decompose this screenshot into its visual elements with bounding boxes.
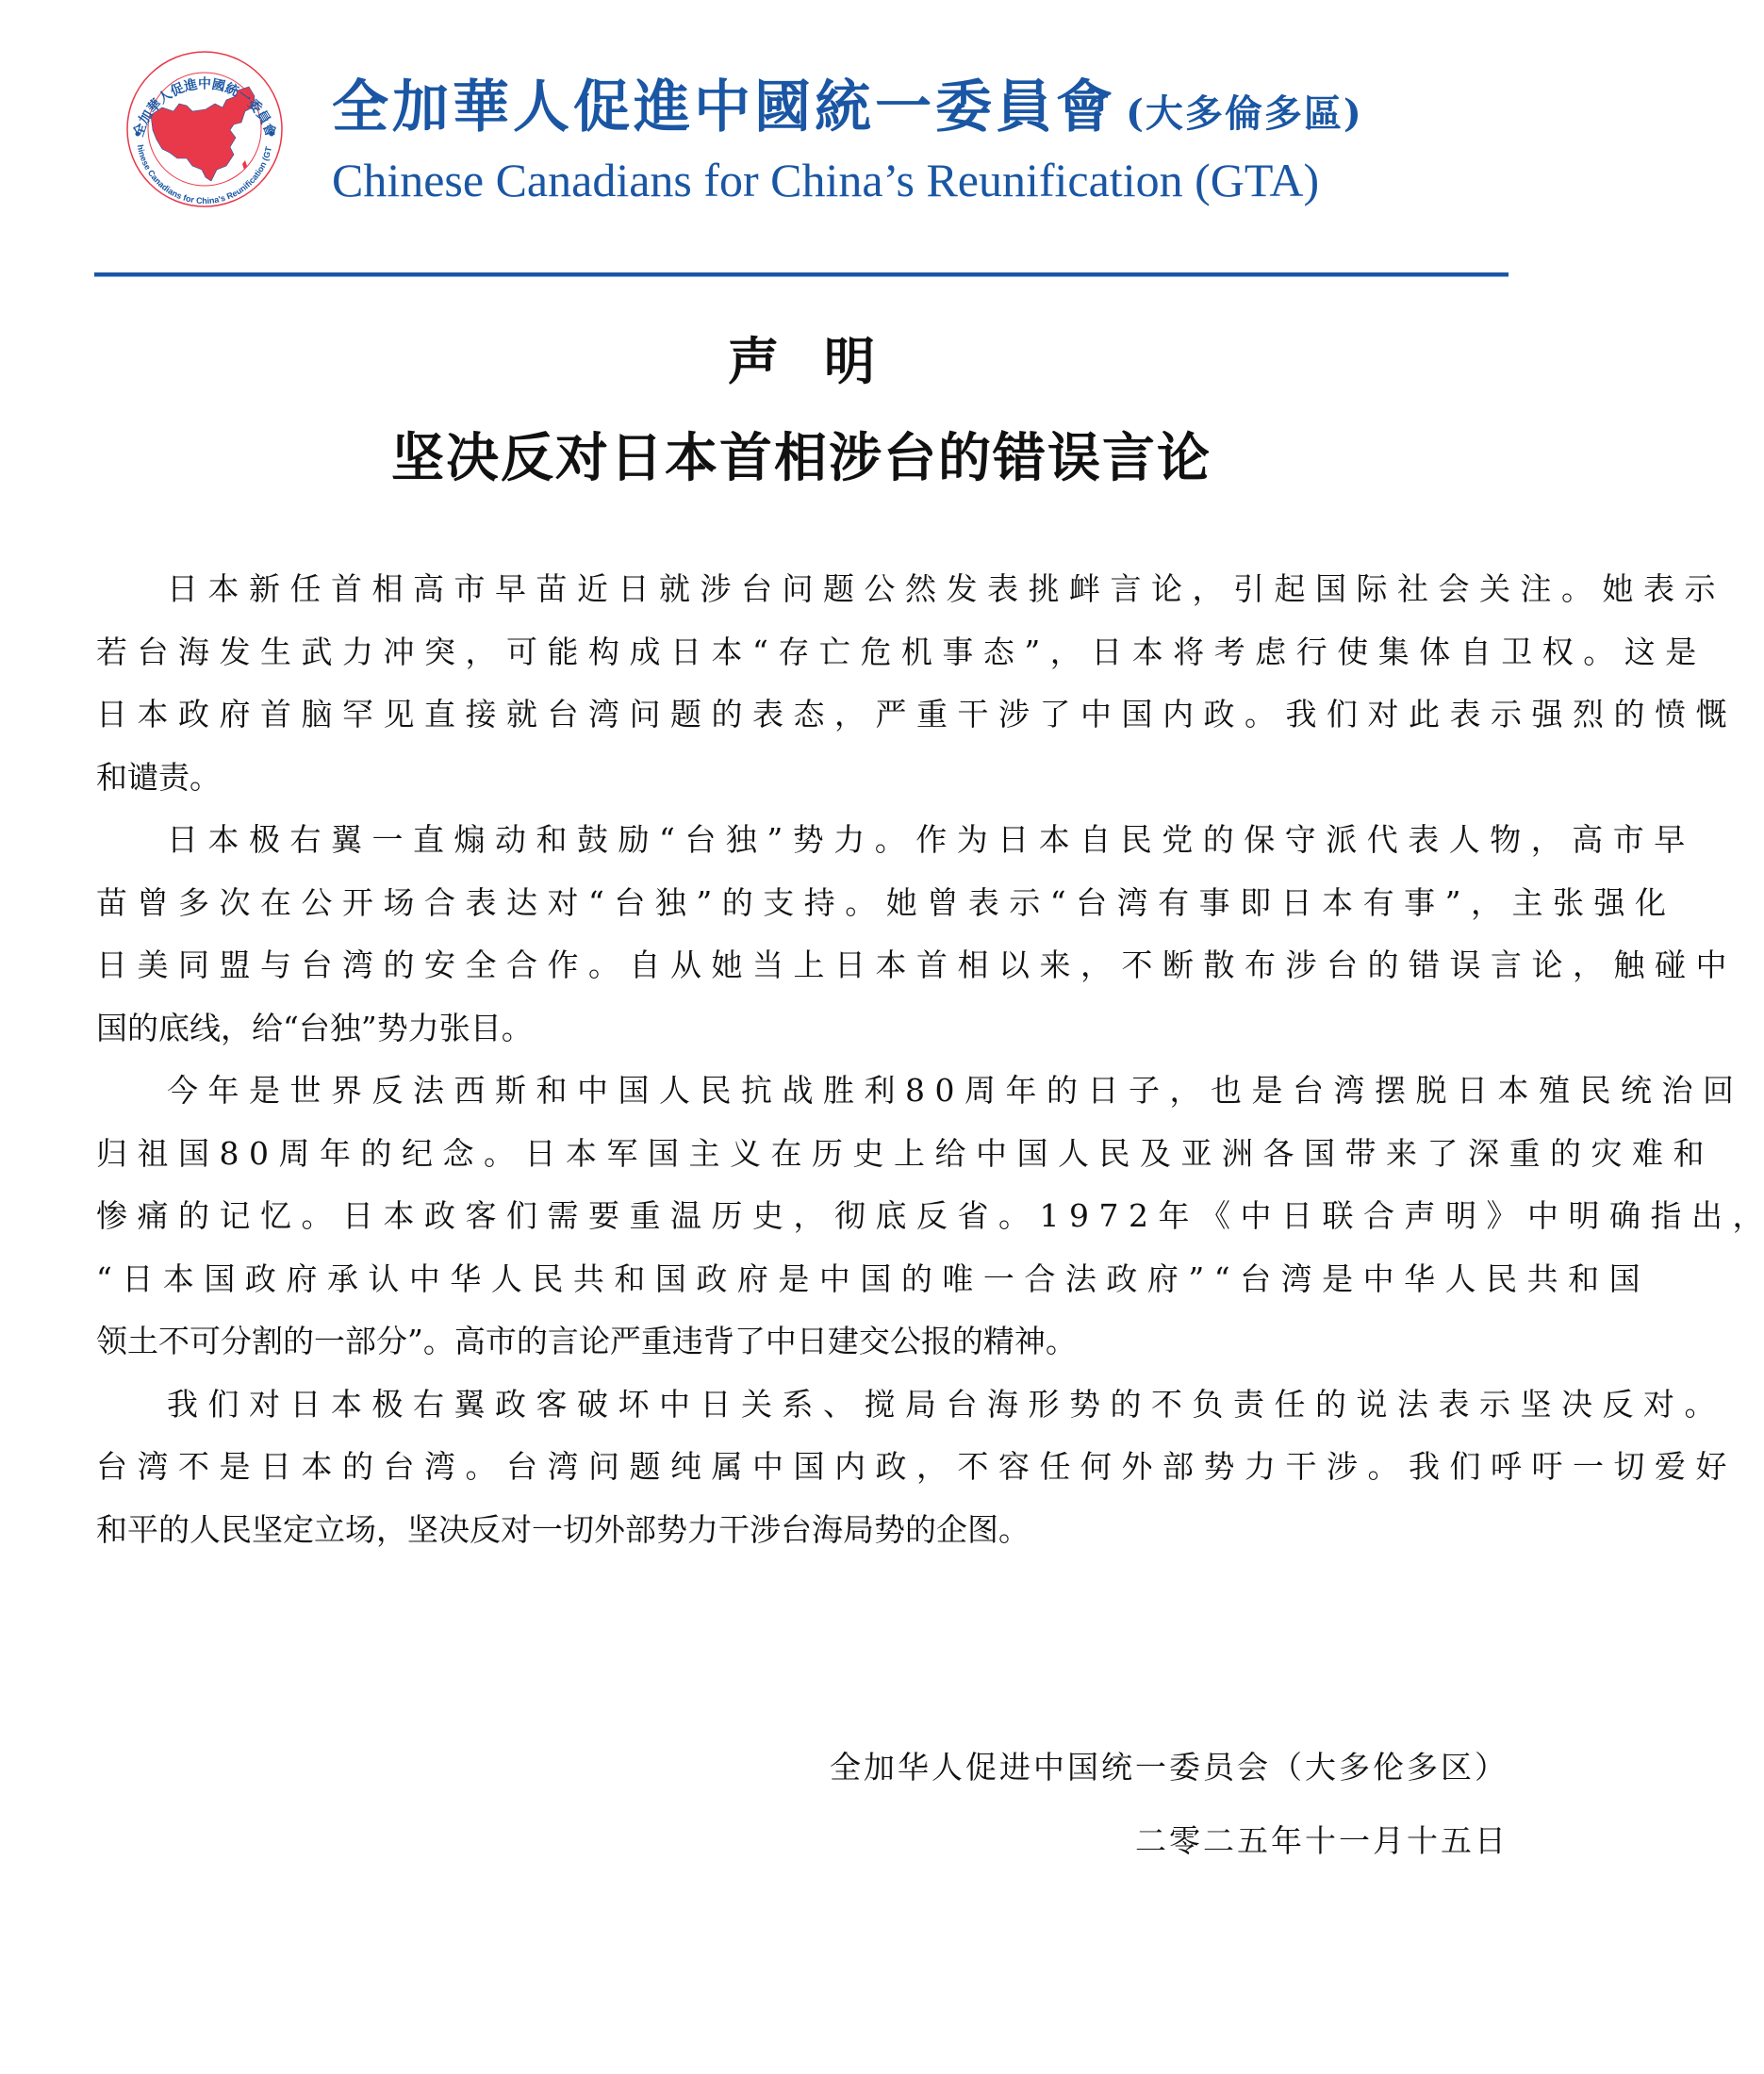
- paragraph-4: [96, 1385, 1727, 1573]
- text-line: 今 年 是 世 界 反 法 西 斯 和 中 国 人 民 抗 战 胜 利 8 0 周 年 的 日 子 ， 也 是 台 湾 摆 脱 日 本 殖 民 统 治 回: [167, 1072, 1734, 1109]
- text-line: 日 美 同 盟 与 台 湾 的 安 全 合 作 。 自 从 她 当 上 日 本 首 相 以 来 ， 不 断 散 布 涉 台 的 错 误 言 论 ， 触 碰 中: [96, 946, 1727, 983]
- statement-heading: [0, 331, 1603, 391]
- statement-body: [96, 569, 1764, 1572]
- organization-name-chinese: [332, 74, 1363, 140]
- paragraph-3: [96, 1071, 1764, 1385]
- logo-ring-text-cn: 全加華人促進中國統一委員會: [131, 76, 278, 140]
- text-line: 日 本 极 右 翼 一 直 煽 动 和 鼓 励 “ 台 独 ” 势 力 。 作 为 日 本 自 民 党 的 保 守 派 代 表 人 物 ， 高 市 早: [167, 821, 1686, 858]
- heading-char: 声: [728, 331, 779, 391]
- signature-organization: 全加华人促进中国统一委员会（大多伦多区）: [830, 1749, 1508, 1786]
- heading-char: 明: [824, 331, 875, 391]
- organization-region-cn: (大多倫多區): [1126, 91, 1363, 136]
- paragraph-1: [96, 569, 1727, 820]
- text-line: 和平的人民坚定立场，坚决反对一切外部势力干涉台海局势的企图。: [96, 1510, 1030, 1548]
- text-line: 台 湾 不 是 日 本 的 台 湾 。 台 湾 问 题 纯 属 中 国 内 政 ， 不 容 任 何 外 部 势 力 干 涉 。 我 们 呼 吁 一 切 爱 好: [96, 1448, 1727, 1485]
- organization-logo: [124, 49, 285, 209]
- letterhead-divider: [94, 272, 1508, 277]
- text-line: 苗 曾 多 次 在 公 开 场 合 表 达 对 “ 台 独 ” 的 支 持 。 她 曾 表 示 “ 台 湾 有 事 即 日 本 有 事 ” ， 主 张 强 化: [96, 883, 1666, 921]
- text-line: 若 台 海 发 生 武 力 冲 突 ， 可 能 构 成 日 本 “ 存 亡 危 机 事 态 ” ， 日 本 将 考 虑 行 使 集 体 自 卫 权 。 这 是: [96, 633, 1697, 670]
- statement-title: 坚决反对日本首相涉台的错误言论: [391, 427, 1212, 489]
- logo-ring-text-en: hinese Canadians for China's Reunification (GT: [135, 143, 273, 206]
- signature-date: 二零二五年十一月十五日: [1135, 1822, 1508, 1859]
- text-line: 日 本 政 府 首 脑 罕 见 直 接 就 台 湾 问 题 的 表 态 ， 严 重 干 涉 了 中 国 内 政 。 我 们 对 此 表 示 强 烈 的 愤 慨: [96, 696, 1727, 732]
- text-line: 日 本 新 任 首 相 高 市 早 苗 近 日 就 涉 台 问 题 公 然 发 表 挑 衅 言 论 ， 引 起 国 际 社 会 关 注 。 她 表 示: [167, 570, 1716, 607]
- china-map-seal-icon: [124, 49, 285, 209]
- text-line: 归 祖 国 8 0 周 年 的 纪 念 。 日 本 军 国 主 义 在 历 史 上 给 中 国 人 民 及 亚 洲 各 国 带 来 了 深 重 的 灾 难 和: [96, 1134, 1705, 1172]
- text-line: 和谴责。: [96, 758, 221, 796]
- organization-name-cn: 全加華人促進中國統一委員會: [332, 74, 1116, 140]
- organization-name-english: Chinese Canadians for China’s Reunification (GTA): [332, 154, 1320, 206]
- text-line: 我 们 对 日 本 极 右 翼 政 客 破 坏 中 日 关 系 、 搅 局 台 海 形 势 的 不 负 责 任 的 说 法 表 示 坚 决 反 对 。: [167, 1385, 1716, 1423]
- text-line: “ 日 本 国 政 府 承 认 中 华 人 民 共 和 国 政 府 是 中 国 的 唯 一 合 法 政 府 ” “ 台 湾 是 中 华 人 民 共 和 国: [96, 1259, 1640, 1297]
- text-line: 惨 痛 的 记 忆 。 日 本 政 客 们 需 要 重 温 历 史 ， 彻 底 反 省 。 1 9 7 2 年 《 中 日 联 合 声 明 》 中 明 确 指 出 ，: [96, 1197, 1764, 1234]
- text-line: 国的底线，给“台独”势力张目。: [96, 1009, 533, 1046]
- paragraph-2: [96, 820, 1727, 1071]
- text-line: 领土不可分割的一部分”。高市的言论严重违背了中日建交公报的精神。: [96, 1323, 1077, 1359]
